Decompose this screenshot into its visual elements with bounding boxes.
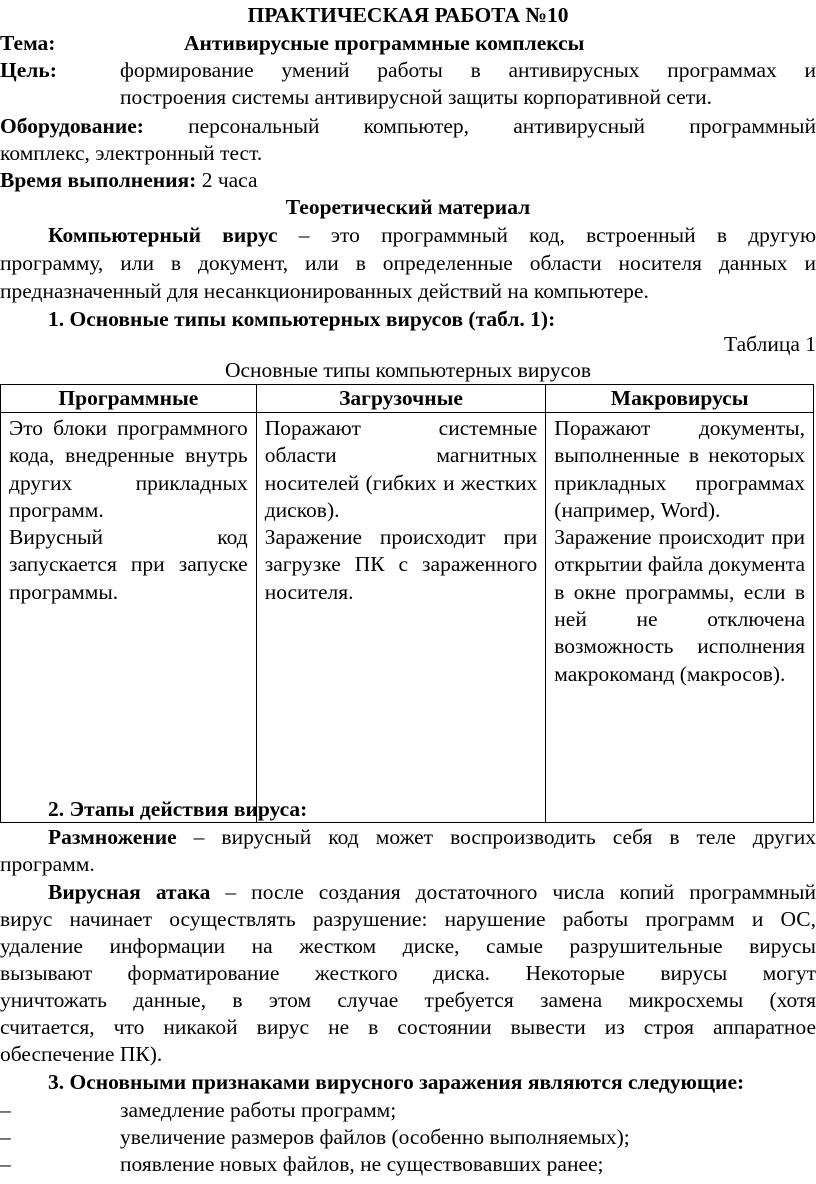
equipment-label: Оборудование: xyxy=(0,114,144,138)
definition-line-2: программу, или в документ, или в определенные области носителя данных и xyxy=(0,251,816,275)
section-3-heading: 3. Основными признаками вирусного заражения являются следующие: xyxy=(48,1070,745,1094)
attack-line-3: удаление информации на жестком диске, самые разрушительные вирусы xyxy=(0,934,816,958)
list-dash: – xyxy=(0,1125,11,1149)
list-item-text: появление новых файлов, не существовавших ранее; xyxy=(120,1152,604,1176)
duration-label: Время выполнения: xyxy=(0,168,197,192)
table-row xyxy=(1,413,814,823)
document-title: ПРАКТИЧЕСКАЯ РАБОТА №10 xyxy=(247,3,569,27)
goal-line-1: формирование умений работы в антивирусных программах и xyxy=(120,58,816,82)
attack-line-4: вызывают форматирование жесткого диска. Некоторые вирусы могут xyxy=(0,961,816,985)
definition-text-1: – это программный код, встроенный в другую xyxy=(298,223,816,247)
list-dash: – xyxy=(0,1098,11,1122)
section-1-heading: 1. Основные типы компьютерных вирусов (табл. 1): xyxy=(48,307,556,331)
definition-term: Компьютерный вирус xyxy=(48,223,278,247)
section-2-heading: 2. Этапы действия вируса: xyxy=(48,797,308,821)
definition-line-3: предназначенный для несанкционированных действий на компьютере. xyxy=(0,279,649,303)
table-header-cell: Загрузочные xyxy=(256,385,546,413)
equipment-text-1: персональный компьютер, антивирусный программный xyxy=(188,114,816,138)
cell-paragraph: Это блоки программного кода, внедренные внутрь других прикладных программ. xyxy=(9,416,248,522)
cell-paragraph: Поражают документы, выполненные в некоторых прикладных программах (например, Word). xyxy=(554,416,805,522)
reproduction-term: Размножение xyxy=(48,825,177,849)
list-dash: – xyxy=(0,1152,11,1176)
attack-line-5: уничтожать данные, в этом случае требуется замена микросхемы (хотя xyxy=(0,988,816,1012)
reproduction-line-1 xyxy=(0,824,816,851)
theory-heading: Теоретический материал xyxy=(285,195,531,219)
definition-line-1 xyxy=(0,222,816,249)
table-header-row xyxy=(1,385,814,413)
table-cell-software xyxy=(1,413,257,823)
attack-text-1: – после создания достаточного числа копий программный xyxy=(225,880,816,904)
duration-value: 2 часа xyxy=(201,168,258,192)
table-cell-macro xyxy=(546,413,814,823)
list-item-text: замедление работы программ; xyxy=(120,1098,397,1122)
table-caption: Основные типы компьютерных вирусов xyxy=(224,358,592,382)
equipment-line-1 xyxy=(0,113,816,140)
cell-paragraph: Поражают системные области магнитных носителей (гибких и жестких дисков). xyxy=(264,416,538,522)
goal-label: Цель: xyxy=(0,58,57,82)
equipment-line-2: комплекс, электронный тест. xyxy=(0,141,263,165)
table-header-cell: Программные xyxy=(1,385,257,413)
cell-paragraph: Вирусный код запускается при запуске программы. xyxy=(9,525,248,604)
attack-line-7: обеспечение ПК). xyxy=(0,1042,163,1066)
cell-paragraph: Заражение происходит при открытии файла документа в окне программы, если в ней не отключена возможность исполнения макрокоманд (макросов). xyxy=(554,525,805,686)
attack-term: Вирусная атака xyxy=(48,880,211,904)
virus-types-table xyxy=(0,384,814,823)
table-number: Таблица 1 xyxy=(724,332,816,356)
reproduction-line-2: программ. xyxy=(0,852,95,876)
table-header-cell: Макровирусы xyxy=(546,385,814,413)
attack-line-2: вирус начинает осуществлять разрушение: нарушение работы программ и ОС, xyxy=(0,907,816,931)
attack-line-6: считается, что никакой вирус не в состоянии вывести из строя аппаратное xyxy=(0,1015,816,1039)
goal-line-2: построения системы антивирусной защиты корпоративной сети. xyxy=(120,85,713,109)
topic-value: Антивирусные программные комплексы xyxy=(184,31,585,55)
duration-row xyxy=(0,167,816,194)
table-cell-boot xyxy=(256,413,546,823)
topic-label: Тема: xyxy=(0,31,56,55)
reproduction-text-1: – вирусный код может воспроизводить себя в теле других xyxy=(193,825,816,849)
cell-paragraph: Заражение происходит при загрузке ПК с зараженного носителя. xyxy=(264,525,538,604)
attack-line-1 xyxy=(0,879,816,906)
list-item-text: увеличение размеров файлов (особенно выполняемых); xyxy=(120,1125,630,1149)
